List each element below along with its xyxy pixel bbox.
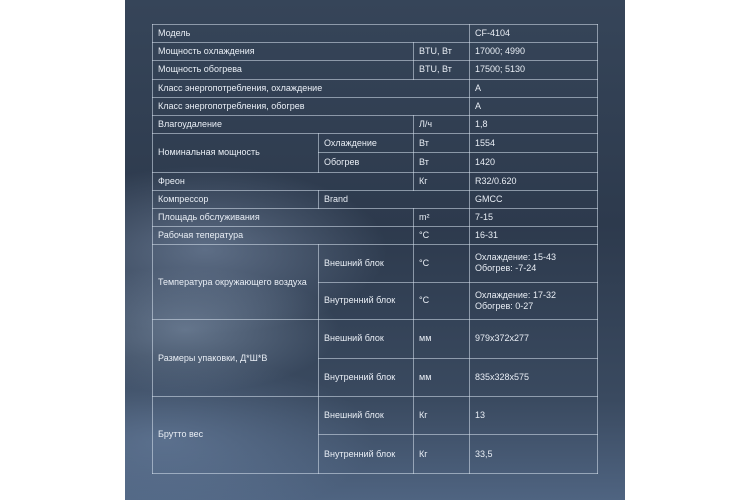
- row-label: Класс энергопотребления, обогрев: [153, 97, 470, 115]
- row-unit: Л/ч: [414, 115, 470, 133]
- row-value: GMCC: [470, 190, 598, 208]
- row-unit: Вт: [414, 153, 470, 172]
- row-sub: Обогрев: [319, 153, 414, 172]
- row-value: А: [470, 97, 598, 115]
- row-label: Площадь обслуживания: [153, 208, 414, 226]
- table-row: [153, 97, 598, 115]
- row-value: Охлаждение: 17-32 Обогрев: 0-27: [470, 282, 598, 319]
- row-sub: Охлаждение: [319, 134, 414, 153]
- row-label: Фреон: [153, 172, 414, 190]
- row-value: 7-15: [470, 208, 598, 226]
- row-value: CF-4104: [470, 25, 598, 43]
- row-value: 17000; 4990: [470, 43, 598, 61]
- row-value: 13: [470, 396, 598, 434]
- table-row: [153, 172, 598, 190]
- row-sub: Внешний блок: [319, 245, 414, 282]
- row-unit: m²: [414, 208, 470, 226]
- row-unit: Кг: [414, 435, 470, 474]
- row-label: Номинальная мощность: [153, 134, 319, 172]
- table-row: [153, 208, 598, 226]
- row-label: Брутто вес: [153, 396, 319, 473]
- row-unit: мм: [414, 320, 470, 358]
- row-sub: Brand: [319, 190, 470, 208]
- row-unit: °C: [414, 245, 470, 282]
- row-value: 979x372x277: [470, 320, 598, 358]
- row-value: А: [470, 79, 598, 97]
- table-row: [153, 61, 598, 79]
- table-row: [153, 396, 598, 434]
- row-unit: Кг: [414, 396, 470, 434]
- table-row: [153, 134, 598, 153]
- row-value: 17500; 5130: [470, 61, 598, 79]
- row-value: 1554: [470, 134, 598, 153]
- table-row: [153, 79, 598, 97]
- table-row: [153, 25, 598, 43]
- row-value: 1420: [470, 153, 598, 172]
- table-row: [153, 227, 598, 245]
- row-sub: Внутренний блок: [319, 282, 414, 319]
- row-value: Охлаждение: 15-43 Обогрев: -7-24: [470, 245, 598, 282]
- row-unit: Кг: [414, 172, 470, 190]
- row-label: Рабочая тепература: [153, 227, 414, 245]
- spec-table: [152, 24, 598, 474]
- row-unit: BTU, Вт: [414, 43, 470, 61]
- table-row: [153, 320, 598, 358]
- row-sub: Внутренний блок: [319, 435, 414, 474]
- row-unit: °C: [414, 282, 470, 319]
- row-label: Размеры упаковки, Д*Ш*В: [153, 320, 319, 397]
- row-unit: Вт: [414, 134, 470, 153]
- row-sub: Внутренний блок: [319, 358, 414, 396]
- row-unit: °C: [414, 227, 470, 245]
- row-value: 16-31: [470, 227, 598, 245]
- row-unit: BTU, Вт: [414, 61, 470, 79]
- row-value: R32/0.620: [470, 172, 598, 190]
- row-label: Мощность обогрева: [153, 61, 414, 79]
- row-label: Температура окружающего воздуха: [153, 245, 319, 320]
- row-label: Класс энергопотребления, охлаждение: [153, 79, 470, 97]
- table-row: [153, 115, 598, 133]
- table-row: [153, 245, 598, 282]
- row-label: Влагоудаление: [153, 115, 414, 133]
- row-sub: Внешний блок: [319, 320, 414, 358]
- row-unit: мм: [414, 358, 470, 396]
- table-row: [153, 190, 598, 208]
- row-value: 1,8: [470, 115, 598, 133]
- row-value: 835x328x575: [470, 358, 598, 396]
- row-label: Мощность охлаждения: [153, 43, 414, 61]
- row-sub: Внешний блок: [319, 396, 414, 434]
- row-value: 33,5: [470, 435, 598, 474]
- table-row: [153, 43, 598, 61]
- row-label: Модель: [153, 25, 470, 43]
- row-label: Компрессор: [153, 190, 319, 208]
- spec-panel: [125, 0, 625, 500]
